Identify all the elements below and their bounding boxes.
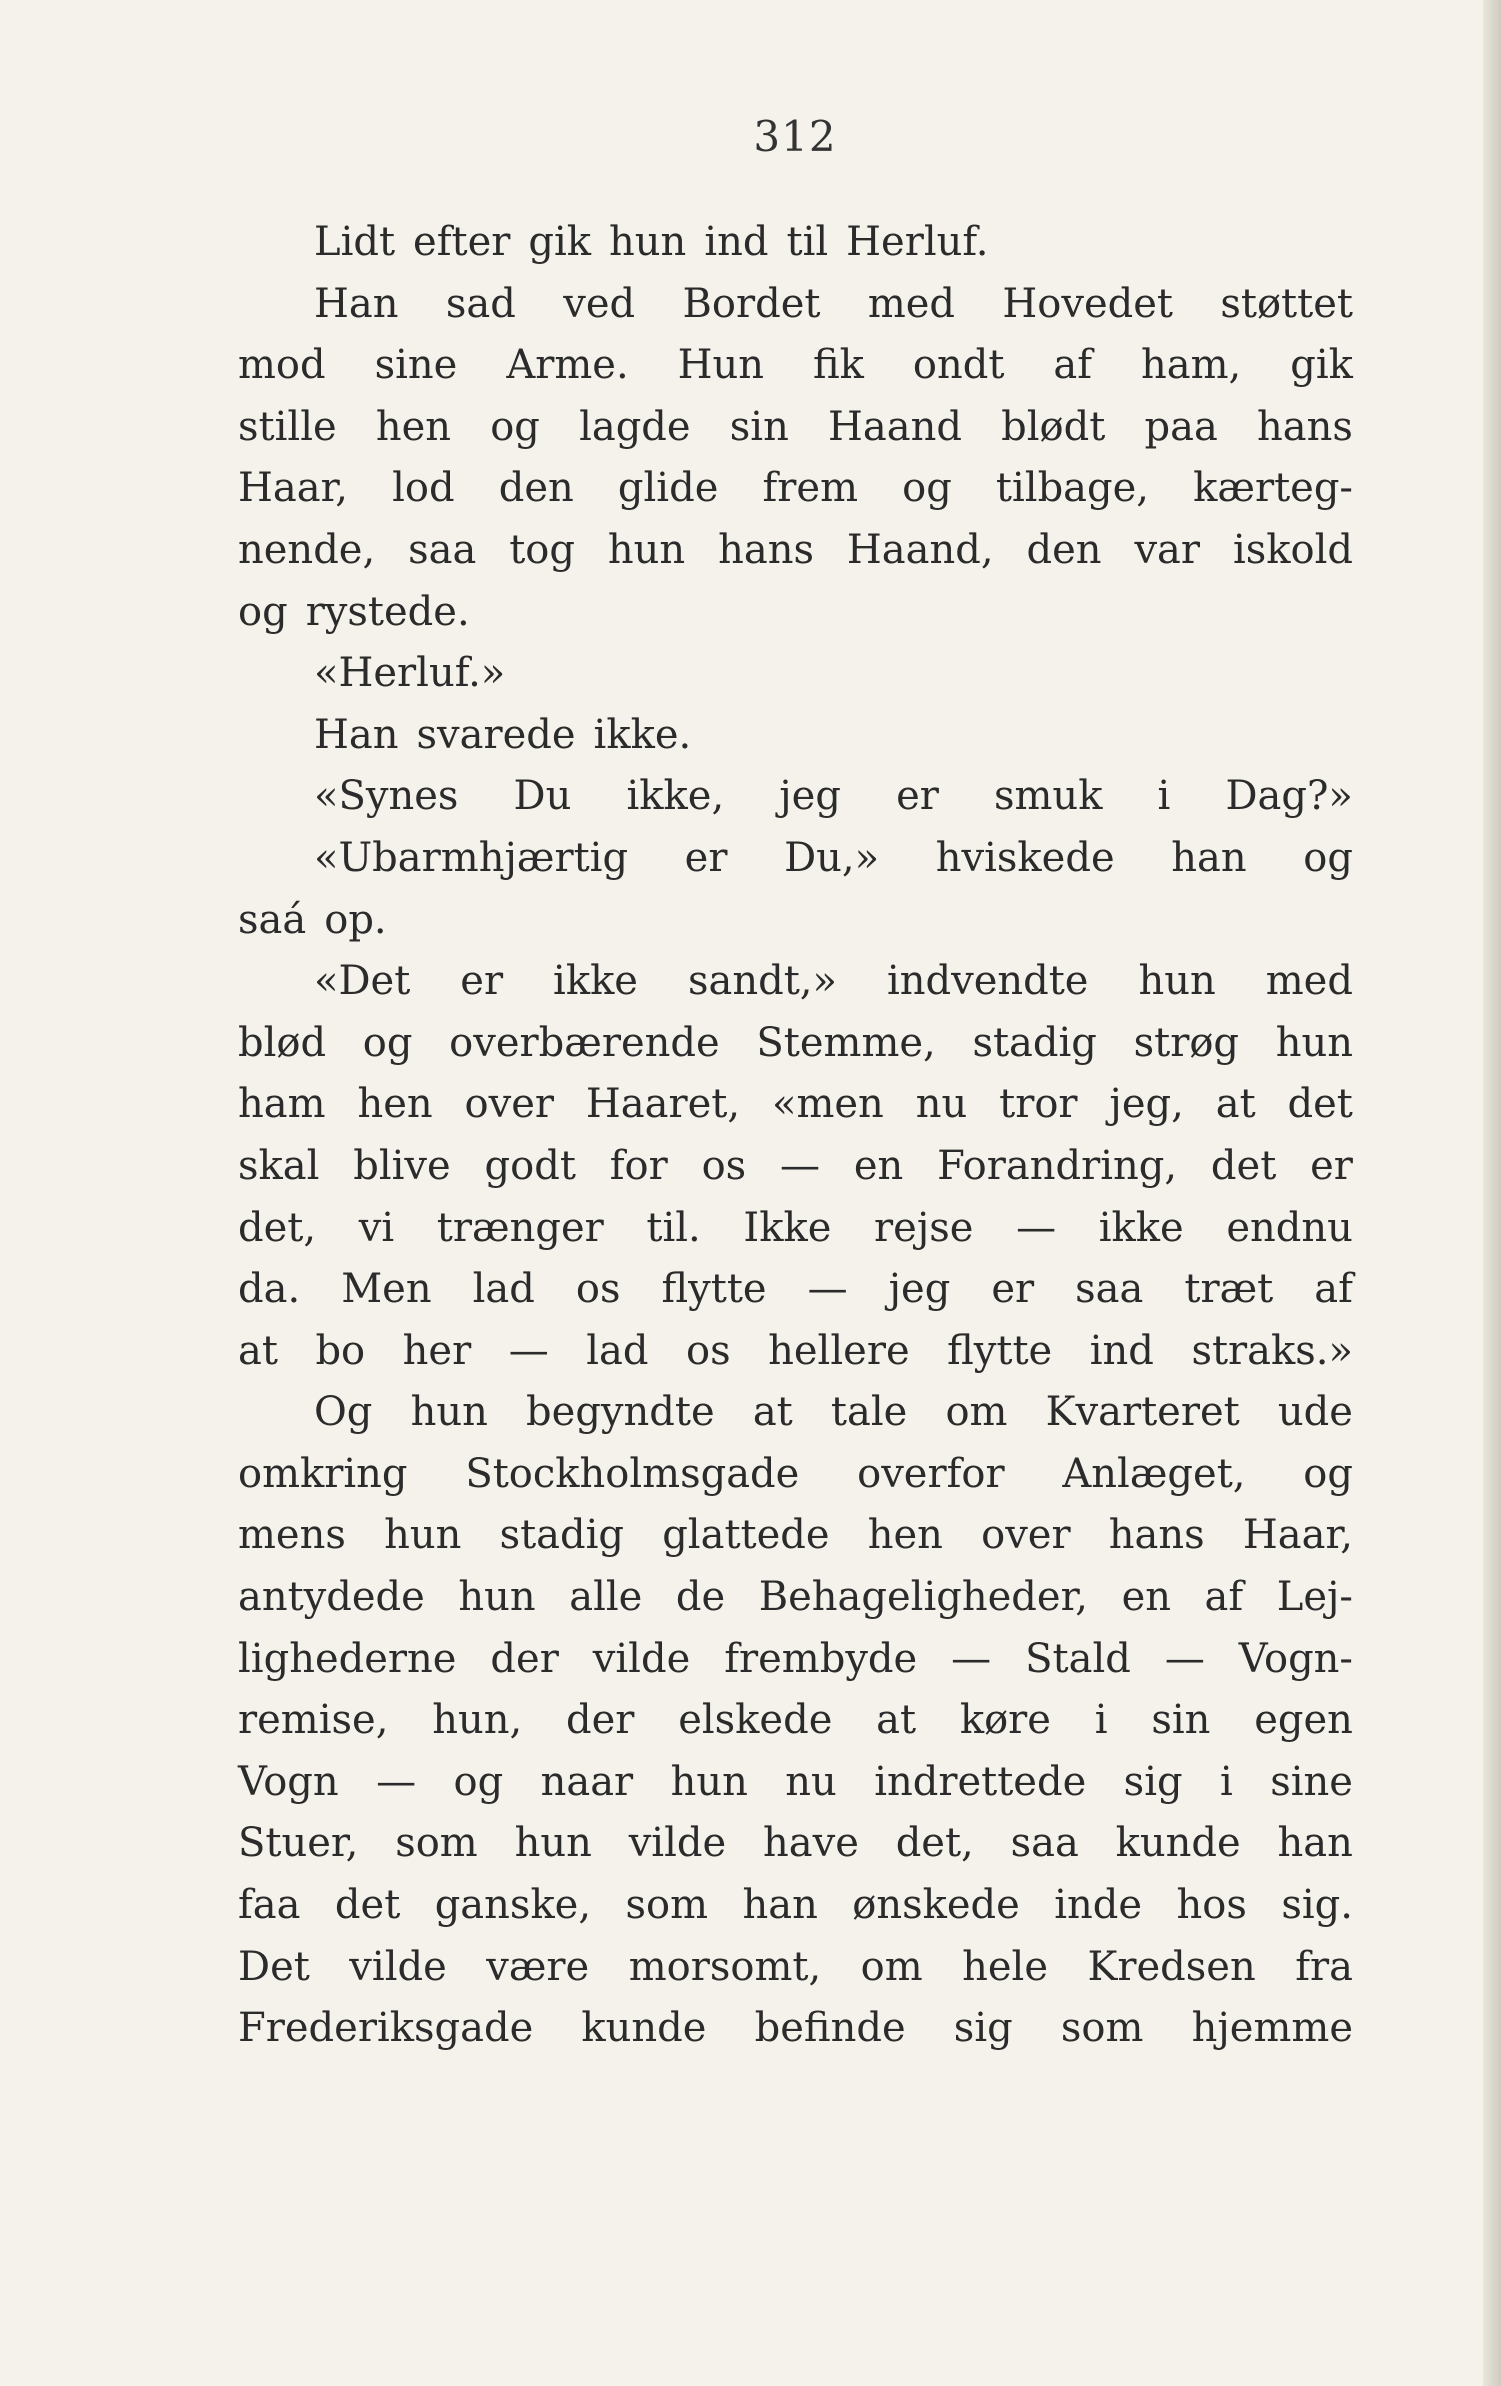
text-line: Og hun begyndte at tale om Kvarteret ude (314, 1389, 1353, 1436)
text-line: Stuer, som hun vilde have det, saa kunde han (238, 1820, 1353, 1867)
text-line: «Ubarmhjærtig er Du,» hviskede han og (314, 834, 1353, 881)
text-line: stille hen og lagde sin Haand blødt paa hans (238, 403, 1353, 450)
page-edge (1483, 0, 1501, 2386)
text-line: Lidt efter gik hun ind til Herluf. (314, 219, 989, 265)
text-line: Vogn — og naar hun nu indrettede sig i sine (238, 1758, 1353, 1805)
text-line: mens hun stadig glattede hen over hans Haar, (238, 1512, 1353, 1559)
text-line: Han sad ved Bordet med Hovedet støttet (314, 280, 1353, 327)
text-line: remise, hun, der elskede at køre i sin egen (238, 1697, 1353, 1744)
page-number: 312 (753, 112, 837, 161)
text-line: Haar, lod den glide frem og tilbage, kærteg- (238, 465, 1353, 512)
text-line: det, vi trænger til. Ikke rejse — ikke endnu (238, 1204, 1353, 1251)
text-line: antydede hun alle de Behageligheder, en af Lej- (238, 1574, 1353, 1621)
text-line: Han svarede ikke. (314, 711, 692, 758)
text-line: nende, saa tog hun hans Haand, den var iskold (238, 526, 1353, 573)
text-line: Det vilde være morsomt, om hele Kredsen fra (238, 1943, 1353, 1990)
text-line: ham hen over Haaret, «men nu tror jeg, at det (238, 1081, 1353, 1128)
text-line: lighederne der vilde frembyde — Stald — Vogn- (238, 1635, 1353, 1682)
text-line: skal blive godt for os — en Forandring, det er (238, 1142, 1353, 1189)
text-line: mod sine Arme. Hun fik ondt af ham, gik (238, 342, 1353, 389)
text-line: og rystede. (238, 588, 470, 635)
body-text (238, 212, 1353, 2060)
text-line: Frederiksgade kunde befinde sig som hjemme (238, 2005, 1353, 2052)
text-line: «Herluf.» (314, 650, 506, 697)
text-line: faa det ganske, som han ønskede inde hos sig. (238, 1882, 1353, 1929)
text-line: at bo her — lad os hellere flytte ind straks.» (238, 1327, 1353, 1374)
text-line: saá op. (238, 896, 387, 943)
text-line: «Det er ikke sandt,» indvendte hun med (314, 958, 1353, 1005)
text-line: omkring Stockholmsgade overfor Anlæget, og (238, 1450, 1353, 1497)
text-line: da. Men lad os flytte — jeg er saa træt af (238, 1266, 1353, 1313)
text-line: «Synes Du ikke, jeg er smuk i Dag?» (314, 773, 1353, 820)
text-line: blød og overbærende Stemme, stadig strøg hun (238, 1019, 1353, 1066)
